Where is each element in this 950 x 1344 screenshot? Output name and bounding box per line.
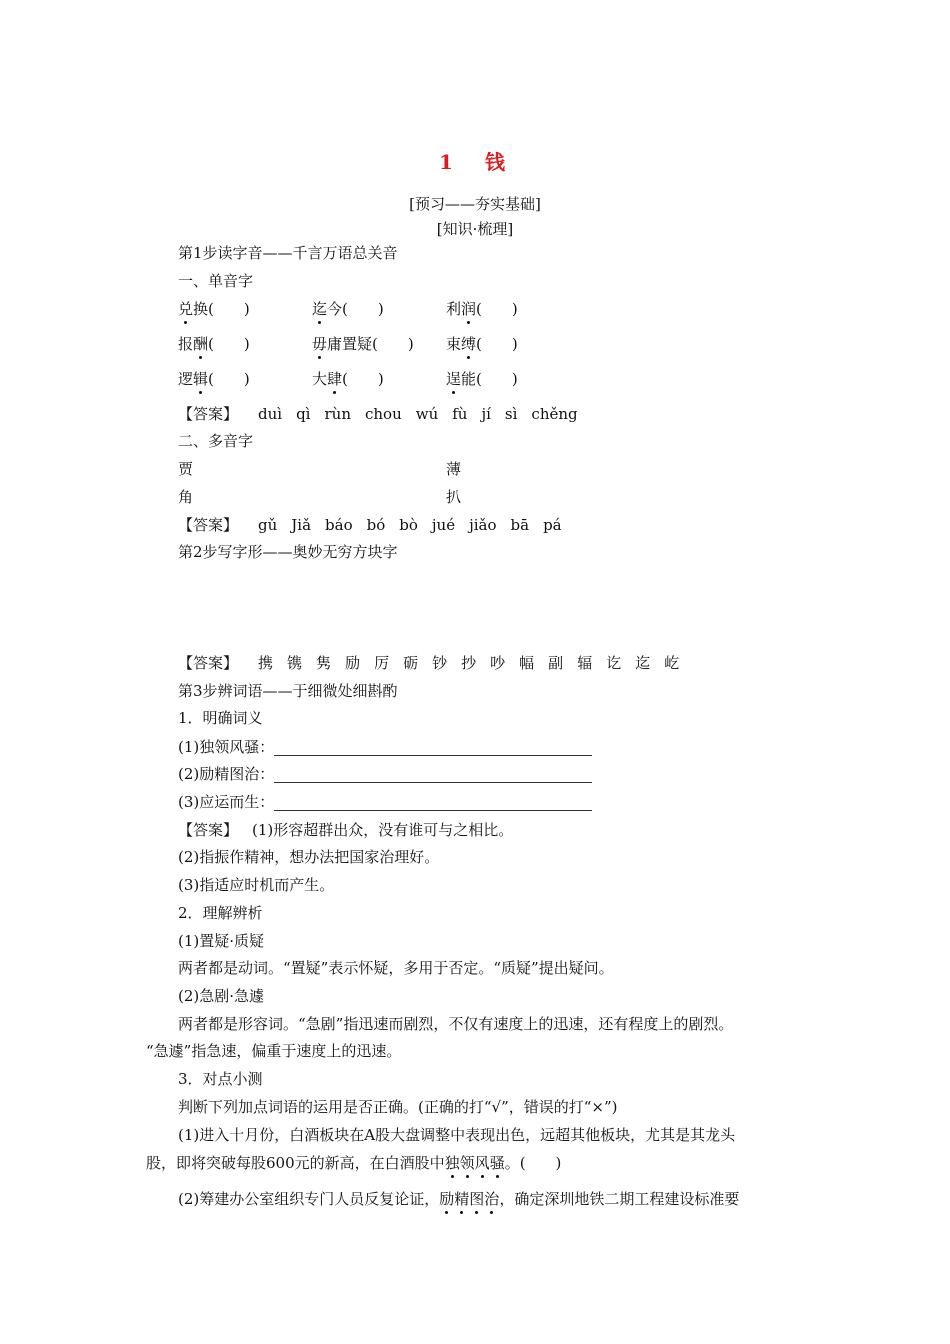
pinyin-answer: bò (399, 516, 418, 534)
char-answer: 携 (258, 654, 274, 672)
single-item: 毋庸置疑( ) (312, 335, 414, 353)
multi-heading: 二、多音字 (178, 432, 254, 450)
answer-label: 【答案】 (178, 654, 239, 672)
single-item: 束缚( ) (446, 335, 518, 353)
lesson-title: 1 钱 (439, 150, 511, 174)
char-answer: 屹 (664, 654, 680, 672)
meaning-answer-3: (3)指适应时机而产生。 (178, 876, 335, 894)
answer-label: 【答案】 (178, 405, 239, 423)
char-answer: 镌 (287, 654, 303, 672)
char-answer: 讫 (606, 654, 622, 672)
pair-1-text: 两者都是动词。“置疑”表示怀疑，多用于否定。“质疑”提出疑问。 (178, 959, 614, 977)
test-intro: 判断下列加点词语的运用是否正确。(正确的打“√”，错误的打“×”) (178, 1098, 618, 1116)
char-answer: 钞 (432, 654, 448, 672)
single-item: 大肆( ) (312, 370, 384, 388)
single-item: 逞能( ) (446, 370, 518, 388)
pinyin-answer: Jiǎ (291, 516, 312, 534)
pinyin-answer: jué (431, 516, 456, 534)
step2-answers (178, 653, 707, 673)
pinyin-answer: qì (296, 405, 311, 423)
dotted-char: 酬 (193, 335, 209, 353)
char-answer: 吵 (490, 654, 506, 672)
char-answer: 副 (548, 654, 564, 672)
pinyin-answer: chěng (531, 405, 578, 423)
meaning-item: (3)应运而生： (178, 792, 592, 812)
pinyin-answer: bā (510, 516, 530, 534)
meaning-item: (1)独领风骚： (178, 737, 592, 757)
sub-heading-3: 3．对点小测 (178, 1070, 263, 1088)
pinyin-answer: gǔ (258, 516, 278, 534)
sub-heading-2: 2．理解辨析 (178, 904, 263, 922)
meaning-answer-2: (2)指振作精神，想办法把国家治理好。 (178, 848, 440, 866)
single-heading: 一、单音字 (178, 272, 254, 290)
pinyin-answer: jiǎo (469, 516, 497, 534)
multi-char: 角 (178, 488, 194, 506)
pinyin-answer: pá (543, 516, 562, 534)
single-answers (178, 404, 606, 424)
pinyin-answer: báo (325, 516, 353, 534)
section-preview: [预习——夯实基础] (409, 195, 541, 213)
dotted-char: 逞 (446, 370, 462, 388)
answer-blank[interactable] (274, 796, 592, 811)
dotted-char: 毋 (312, 335, 328, 353)
single-item: 迄今( ) (312, 300, 384, 318)
sub-heading-1: 1．明确词义 (178, 709, 263, 727)
answer-blank[interactable] (274, 741, 592, 756)
char-answer: 抄 (461, 654, 477, 672)
pinyin-answer: sì (504, 405, 518, 423)
question-1-line-b: 股，即将突破每股600元的新高，在白酒股中独领风骚。( ) (146, 1154, 562, 1172)
multi-answers (178, 515, 590, 535)
dotted-phrase: 独领风骚 (444, 1154, 505, 1172)
pinyin-answer: chou (364, 405, 402, 423)
dotted-char: 辑 (193, 370, 209, 388)
pinyin-answer: fù (452, 405, 468, 423)
single-item: 兑换( ) (178, 300, 250, 318)
question-1-line-a: (1)进入十月份，白酒板块在A股大盘调整中表现出色，远超其他板块，尤其是其龙头 (178, 1126, 736, 1144)
step1-heading: 第1步读字音——千言万语总关音 (178, 244, 398, 262)
single-item: 逻辑( ) (178, 370, 250, 388)
char-answer: 隽 (316, 654, 332, 672)
pinyin-answer: wú (415, 405, 439, 423)
dotted-phrase: 励精图治 (439, 1190, 500, 1208)
pair-2-text-a: 两者都是形容词。“急剧”指迅速而剧烈，不仅有速度上的迅速，还有程度上的剧烈。 (178, 1015, 734, 1033)
multi-char: 贾 (178, 460, 194, 478)
question-2-line: (2)筹建办公室组织专门人员反复论证，励精图治，确定深圳地铁二期工程建设标准要 (178, 1190, 740, 1208)
pair-2-text-b: “急遽”指急速，偏重于速度上的迅速。 (146, 1042, 402, 1060)
section-knowledge: [知识·梳理] (436, 220, 514, 238)
single-item: 报酬( ) (178, 335, 250, 353)
multi-char: 扒 (446, 488, 462, 506)
pinyin-answer: jí (481, 405, 491, 423)
pair-2-title: (2)急剧·急遽 (178, 987, 265, 1005)
meaning-answer-1: 【答案】 (1)形容超群出众，没有谁可与之相比。 (178, 821, 514, 839)
char-answer: 励 (345, 654, 361, 672)
answer-label: 【答案】 (178, 516, 239, 534)
pinyin-answer: rùn (324, 405, 351, 423)
pinyin-answer: duì (258, 405, 283, 423)
pinyin-answer: bó (366, 516, 386, 534)
multi-char: 薄 (446, 460, 462, 478)
char-answer: 砺 (403, 654, 419, 672)
pair-1-title: (1)置疑·质疑 (178, 932, 265, 950)
answer-blank[interactable] (274, 768, 592, 783)
char-answer: 幅 (519, 654, 535, 672)
meaning-item: (2)励精图治： (178, 764, 592, 784)
dotted-char: 兑 (178, 300, 194, 318)
char-answer: 厉 (374, 654, 390, 672)
dotted-char: 迄 (312, 300, 328, 318)
single-item: 利润( ) (446, 300, 518, 318)
dotted-char: 润 (461, 300, 477, 318)
step3-heading: 第3步辨词语——于细微处细斟酌 (178, 682, 398, 700)
dotted-char: 缚 (461, 335, 477, 353)
char-answer: 迄 (635, 654, 651, 672)
char-answer: 辐 (577, 654, 593, 672)
dotted-char: 肆 (327, 370, 343, 388)
step2-heading: 第2步写字形——奥妙无穷方块字 (178, 543, 398, 561)
